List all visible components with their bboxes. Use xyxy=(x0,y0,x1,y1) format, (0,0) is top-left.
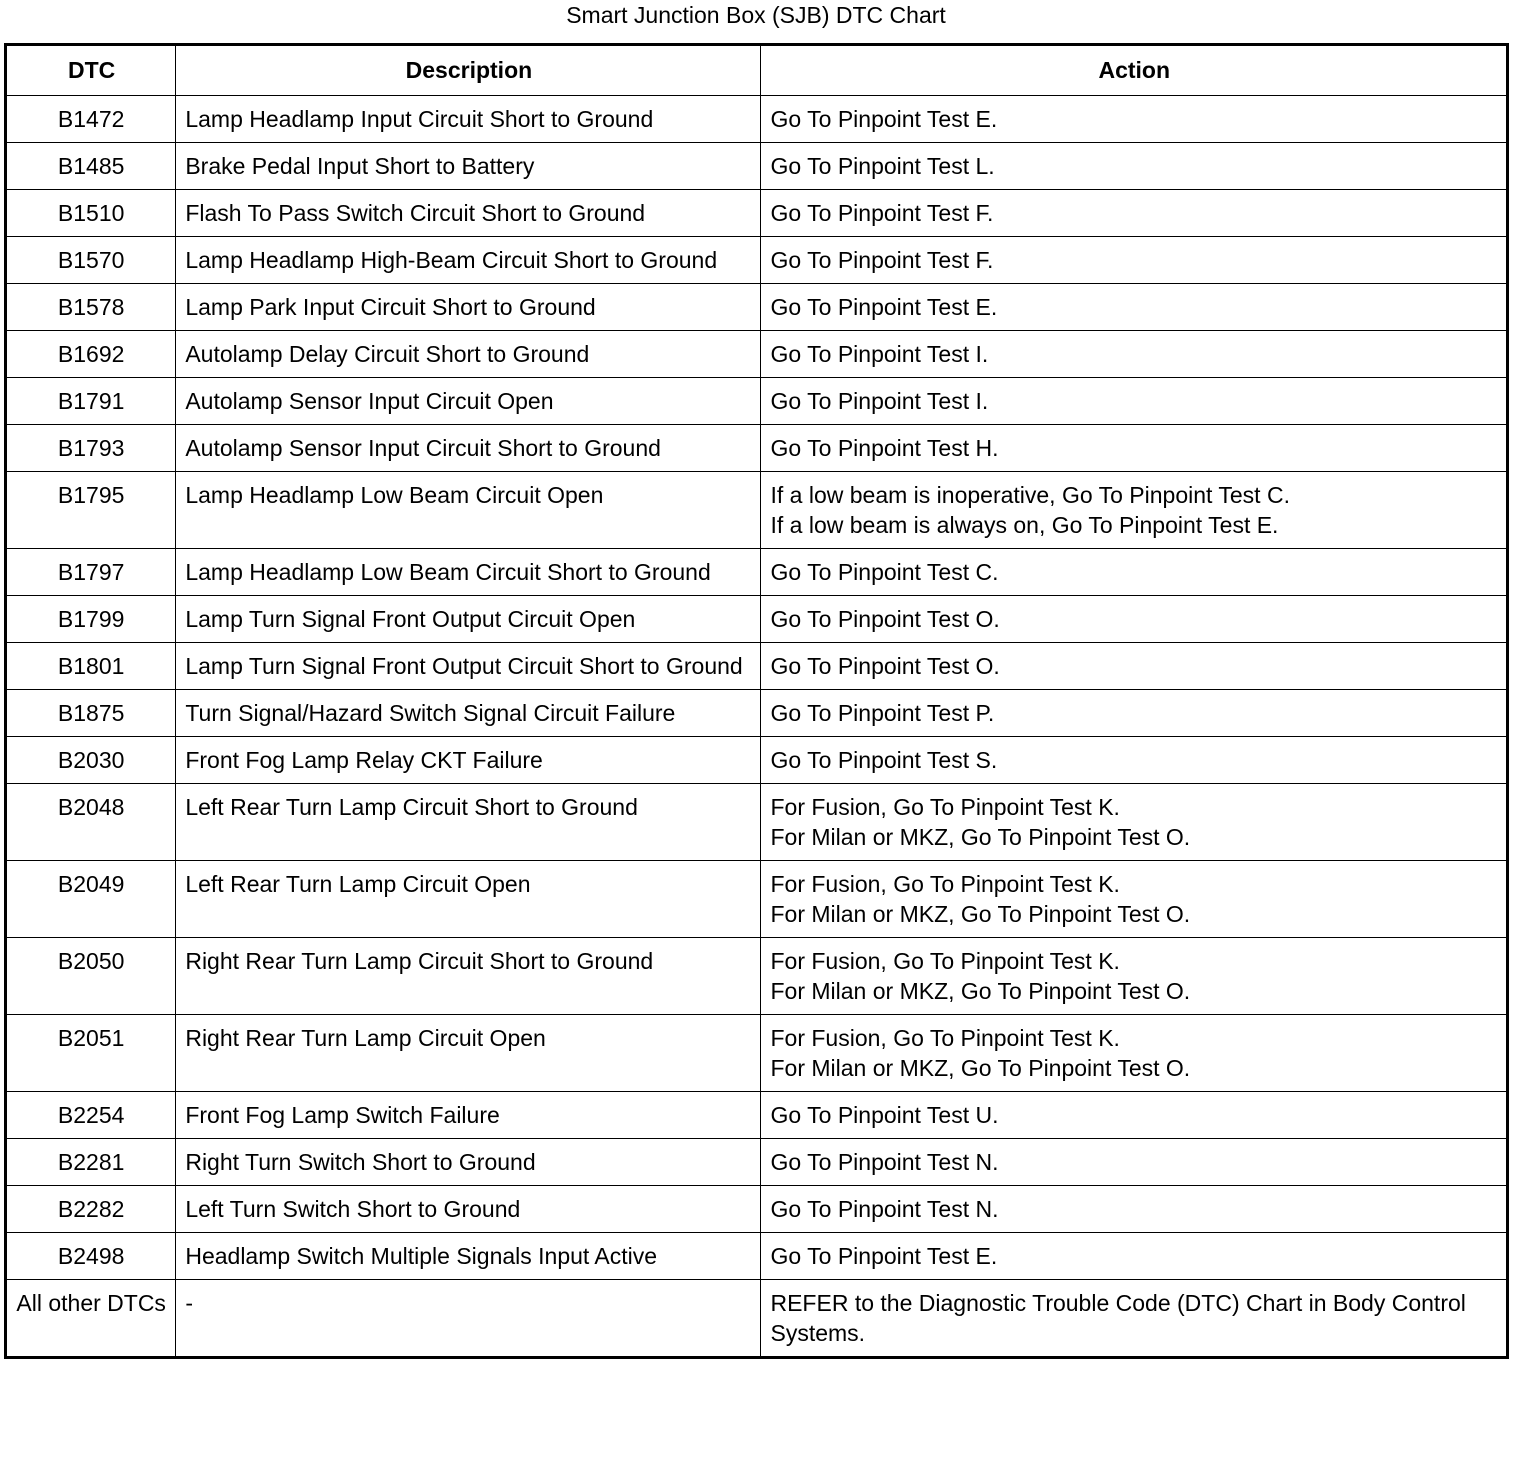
action-line: For Fusion, Go To Pinpoint Test K. xyxy=(770,1025,1120,1051)
table-row xyxy=(6,1186,1508,1233)
dtc-code: B2282 xyxy=(6,1186,176,1233)
dtc-code: B1801 xyxy=(6,643,176,690)
header-row xyxy=(6,45,1508,96)
table-row xyxy=(6,331,1508,378)
action-line: For Milan or MKZ, Go To Pinpoint Test O. xyxy=(770,1055,1191,1081)
action-line: Go To Pinpoint Test U. xyxy=(770,1102,999,1128)
dtc-description: Lamp Turn Signal Front Output Circuit Open xyxy=(176,596,761,643)
action-line: Go To Pinpoint Test E. xyxy=(770,1243,998,1269)
dtc-action xyxy=(761,284,1508,331)
action-line: Go To Pinpoint Test I. xyxy=(770,341,989,367)
dtc-code: B1799 xyxy=(6,596,176,643)
table-row xyxy=(6,284,1508,331)
table-row xyxy=(6,472,1508,549)
chart-title: Smart Junction Box (SJB) DTC Chart xyxy=(566,2,946,28)
action-line: For Milan or MKZ, Go To Pinpoint Test O. xyxy=(770,978,1191,1004)
table-row xyxy=(6,643,1508,690)
dtc-description: Lamp Headlamp Low Beam Circuit Open xyxy=(176,472,761,549)
dtc-table xyxy=(4,43,1509,1359)
table-row xyxy=(6,1139,1508,1186)
dtc-description: Right Rear Turn Lamp Circuit Short to Ground xyxy=(176,938,761,1015)
dtc-code: B2050 xyxy=(6,938,176,1015)
action-line: Go To Pinpoint Test H. xyxy=(770,435,999,461)
dtc-action xyxy=(761,1092,1508,1139)
dtc-code: All other DTCs xyxy=(6,1280,176,1358)
dtc-code: B2254 xyxy=(6,1092,176,1139)
dtc-description: Front Fog Lamp Switch Failure xyxy=(176,1092,761,1139)
action-line: REFER to the Diagnostic Trouble Code (DTC) Chart in Body Control Systems. xyxy=(770,1290,1466,1346)
dtc-description: Left Rear Turn Lamp Circuit Short to Ground xyxy=(176,784,761,861)
dtc-action xyxy=(761,1280,1508,1358)
dtc-action xyxy=(761,1015,1508,1092)
dtc-action xyxy=(761,690,1508,737)
table-row xyxy=(6,596,1508,643)
action-line: For Fusion, Go To Pinpoint Test K. xyxy=(770,948,1120,974)
dtc-code: B1485 xyxy=(6,143,176,190)
dtc-action xyxy=(761,425,1508,472)
dtc-action xyxy=(761,596,1508,643)
table-row xyxy=(6,861,1508,938)
dtc-code: B1797 xyxy=(6,549,176,596)
dtc-code: B1692 xyxy=(6,331,176,378)
action-line: If a low beam is always on, Go To Pinpoint Test E. xyxy=(770,512,1279,538)
dtc-description: Right Turn Switch Short to Ground xyxy=(176,1139,761,1186)
dtc-action xyxy=(761,737,1508,784)
table-row xyxy=(6,938,1508,1015)
dtc-description: Right Rear Turn Lamp Circuit Open xyxy=(176,1015,761,1092)
dtc-code: B2498 xyxy=(6,1233,176,1280)
action-line: Go To Pinpoint Test P. xyxy=(770,700,995,726)
action-line: Go To Pinpoint Test E. xyxy=(770,294,998,320)
action-line: Go To Pinpoint Test E. xyxy=(770,106,998,132)
action-line: For Milan or MKZ, Go To Pinpoint Test O. xyxy=(770,824,1191,850)
header-description: Description xyxy=(176,45,761,96)
dtc-description: Autolamp Sensor Input Circuit Short to Ground xyxy=(176,425,761,472)
dtc-code: B2048 xyxy=(6,784,176,861)
action-line: Go To Pinpoint Test L. xyxy=(770,153,995,179)
dtc-description: Flash To Pass Switch Circuit Short to Ground xyxy=(176,190,761,237)
table-row xyxy=(6,690,1508,737)
dtc-description: Autolamp Sensor Input Circuit Open xyxy=(176,378,761,425)
table-row xyxy=(6,1015,1508,1092)
action-line: For Fusion, Go To Pinpoint Test K. xyxy=(770,871,1120,897)
dtc-description: Left Turn Switch Short to Ground xyxy=(176,1186,761,1233)
table-row xyxy=(6,237,1508,284)
action-line: Go To Pinpoint Test S. xyxy=(770,747,998,773)
dtc-description: Lamp Headlamp Low Beam Circuit Short to Ground xyxy=(176,549,761,596)
dtc-action xyxy=(761,1233,1508,1280)
table-row xyxy=(6,549,1508,596)
action-line: If a low beam is inoperative, Go To Pinpoint Test C. xyxy=(770,482,1290,508)
action-line: Go To Pinpoint Test I. xyxy=(770,388,989,414)
dtc-code: B2049 xyxy=(6,861,176,938)
dtc-action xyxy=(761,643,1508,690)
action-line: Go To Pinpoint Test O. xyxy=(770,653,1000,679)
table-row xyxy=(6,1280,1508,1358)
dtc-description: Autolamp Delay Circuit Short to Ground xyxy=(176,331,761,378)
action-line: Go To Pinpoint Test O. xyxy=(770,606,1000,632)
dtc-code: B1570 xyxy=(6,237,176,284)
dtc-action xyxy=(761,331,1508,378)
table-row xyxy=(6,425,1508,472)
action-line: For Milan or MKZ, Go To Pinpoint Test O. xyxy=(770,901,1191,927)
action-line: Go To Pinpoint Test C. xyxy=(770,559,999,585)
dtc-code: B1578 xyxy=(6,284,176,331)
dtc-description: Lamp Park Input Circuit Short to Ground xyxy=(176,284,761,331)
dtc-description: Turn Signal/Hazard Switch Signal Circuit Failure xyxy=(176,690,761,737)
dtc-code: B1875 xyxy=(6,690,176,737)
table-row xyxy=(6,1233,1508,1280)
dtc-description: Lamp Headlamp Input Circuit Short to Ground xyxy=(176,96,761,143)
dtc-action xyxy=(761,549,1508,596)
dtc-code: B2051 xyxy=(6,1015,176,1092)
dtc-description: - xyxy=(176,1280,761,1358)
action-line: For Fusion, Go To Pinpoint Test K. xyxy=(770,794,1120,820)
dtc-action xyxy=(761,237,1508,284)
table-row xyxy=(6,378,1508,425)
header-action: Action xyxy=(761,45,1508,96)
dtc-action xyxy=(761,190,1508,237)
action-line: Go To Pinpoint Test N. xyxy=(770,1196,999,1222)
action-line: Go To Pinpoint Test N. xyxy=(770,1149,999,1175)
dtc-description: Headlamp Switch Multiple Signals Input Active xyxy=(176,1233,761,1280)
action-line: Go To Pinpoint Test F. xyxy=(770,200,994,226)
dtc-action xyxy=(761,784,1508,861)
table-row xyxy=(6,190,1508,237)
dtc-code: B2281 xyxy=(6,1139,176,1186)
dtc-description: Lamp Turn Signal Front Output Circuit Short to Ground xyxy=(176,643,761,690)
action-line: Go To Pinpoint Test F. xyxy=(770,247,994,273)
table-row xyxy=(6,737,1508,784)
dtc-code: B1795 xyxy=(6,472,176,549)
table-row xyxy=(6,1092,1508,1139)
table-row xyxy=(6,96,1508,143)
dtc-code: B1791 xyxy=(6,378,176,425)
dtc-action xyxy=(761,96,1508,143)
dtc-action xyxy=(761,861,1508,938)
dtc-action xyxy=(761,1139,1508,1186)
dtc-description: Brake Pedal Input Short to Battery xyxy=(176,143,761,190)
dtc-code: B1472 xyxy=(6,96,176,143)
dtc-action xyxy=(761,378,1508,425)
table-row xyxy=(6,784,1508,861)
dtc-description: Left Rear Turn Lamp Circuit Open xyxy=(176,861,761,938)
table-row xyxy=(6,143,1508,190)
dtc-code: B1510 xyxy=(6,190,176,237)
dtc-code: B2030 xyxy=(6,737,176,784)
dtc-action xyxy=(761,1186,1508,1233)
dtc-description: Lamp Headlamp High-Beam Circuit Short to Ground xyxy=(176,237,761,284)
table-body xyxy=(6,96,1508,1358)
dtc-action xyxy=(761,472,1508,549)
dtc-action xyxy=(761,938,1508,1015)
dtc-code: B1793 xyxy=(6,425,176,472)
dtc-description: Front Fog Lamp Relay CKT Failure xyxy=(176,737,761,784)
header-dtc: DTC xyxy=(6,45,176,96)
dtc-action xyxy=(761,143,1508,190)
